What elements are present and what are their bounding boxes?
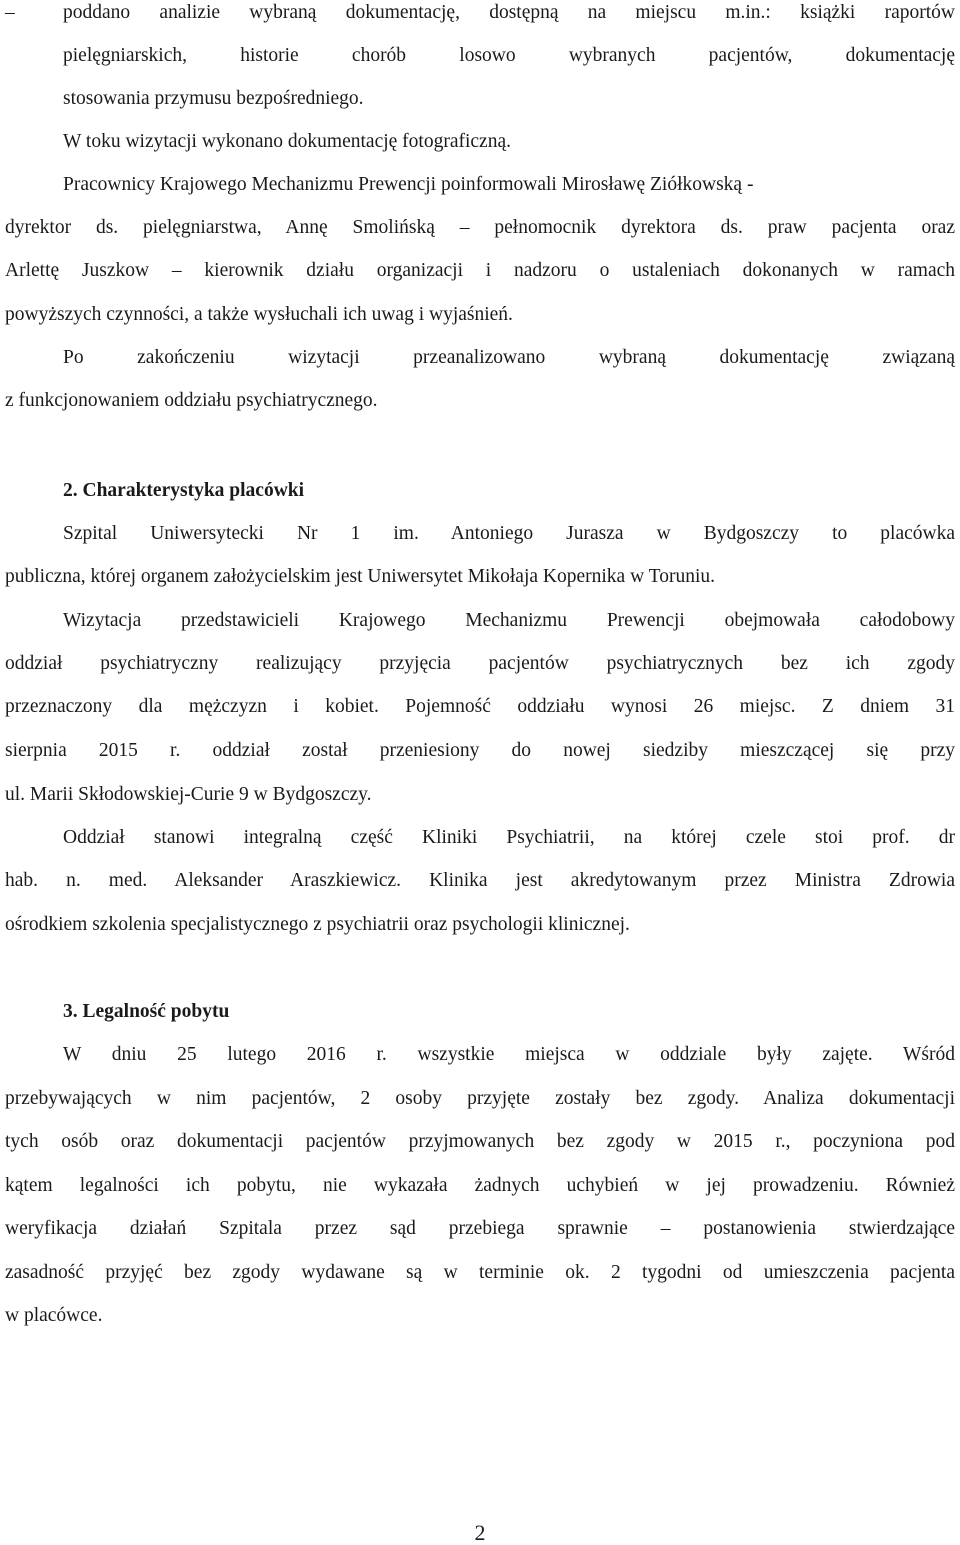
- section-3-p1-line-7: w placówce.: [5, 1305, 103, 1326]
- section-2-p3-line-1: Oddział stanowi integralną część Kliniki Psychiatrii, na której czele stoi prof. dr: [63, 827, 955, 848]
- page-number: 2: [474, 1520, 486, 1545]
- section-2-p3-line-3: ośrodkiem szkolenia specjalistycznego z psychiatrii oraz psychologii klinicznej.: [5, 914, 630, 935]
- section-3-p1-line-3: tych osób oraz dokumentacji pacjentów przyjmowanych bez zgody w 2015 r., poczyniona pod: [5, 1131, 955, 1152]
- section-2-p2-line-3: przeznaczony dla mężczyzn i kobiet. Pojemność oddziału wynosi 26 miejsc. Z dniem 31: [5, 696, 955, 717]
- section-2-p2-line-4: sierpnia 2015 r. oddział został przeniesiony do nowej siedziby mieszczącej się przy: [5, 740, 955, 761]
- section-3-p1-line-6: zasadność przyjęć bez zgody wydawane są w terminie ok. 2 tygodni od umieszczenia pacjenta: [5, 1262, 955, 1283]
- section-2-p1-line-1: Szpital Uniwersytecki Nr 1 im. Antoniego Jurasza w Bydgoszczy to placówka: [63, 523, 955, 544]
- photo-documentation-line: W toku wizytacji wykonano dokumentację fotograficzną.: [63, 131, 511, 152]
- section-2-p2-line-1: Wizytacja przedstawicieli Krajowego Mechanizmu Prewencji obejmowała całodobowy: [63, 610, 955, 631]
- bullet-dash: –: [5, 2, 15, 23]
- section-2-p2-line-5: ul. Marii Skłodowskiej-Curie 9 w Bydgoszczy.: [5, 784, 372, 805]
- section-3-heading: 3. Legalność pobytu: [63, 1001, 230, 1022]
- after-visit-line-2: z funkcjonowaniem oddziału psychiatrycznego.: [5, 390, 378, 411]
- section-2-p2-line-2: oddział psychiatryczny realizujący przyjęcia pacjentów psychiatrycznych bez ich zgody: [5, 653, 955, 674]
- bullet-line-2: pielęgniarskich, historie chorób losowo wybranych pacjentów, dokumentację: [63, 45, 955, 66]
- staff-line-4: powyższych czynności, a także wysłuchali ich uwag i wyjaśnień.: [5, 304, 513, 325]
- section-3-p1-line-2: przebywających w nim pacjentów, 2 osoby przyjęte zostały bez zgody. Analiza dokumentacji: [5, 1088, 955, 1109]
- section-2-p1-line-2: publiczna, której organem założycielskim jest Uniwersytet Mikołaja Kopernika w Toruniu.: [5, 566, 716, 587]
- staff-line-2: dyrektor ds. pielęgniarstwa, Annę Smolińską – pełnomocnik dyrektora ds. praw pacjenta oraz: [5, 217, 955, 238]
- bullet-line-3: stosowania przymusu bezpośredniego.: [63, 88, 364, 109]
- staff-line-1: Pracownicy Krajowego Mechanizmu Prewencji poinformowali Mirosławę Ziółkowską -: [63, 174, 754, 195]
- after-visit-line-1: Po zakończeniu wizytacji przeanalizowano wybraną dokumentację związaną: [63, 347, 955, 368]
- section-3-p1-line-5: weryfikacja działań Szpitala przez sąd przebiega sprawnie – postanowienia stwierdzające: [5, 1218, 955, 1239]
- section-2-heading: 2. Charakterystyka placówki: [63, 480, 305, 501]
- section-3-p1-line-4: kątem legalności ich pobytu, nie wykazała żadnych uchybień w jej prowadzeniu. Również: [5, 1175, 955, 1196]
- section-3-p1-line-1: W dniu 25 lutego 2016 r. wszystkie miejsca w oddziale były zajęte. Wśród: [63, 1044, 955, 1065]
- bullet-line-1: poddano analizie wybraną dokumentację, dostępną na miejscu m.in.: książki raportów: [63, 2, 955, 23]
- staff-line-3: Arlettę Juszkow – kierownik działu organizacji i nadzoru o ustaleniach dokonanych w ramach: [5, 260, 955, 281]
- section-2-p3-line-2: hab. n. med. Aleksander Araszkiewicz. Klinika jest akredytowanym przez Ministra Zdrowia: [5, 870, 955, 891]
